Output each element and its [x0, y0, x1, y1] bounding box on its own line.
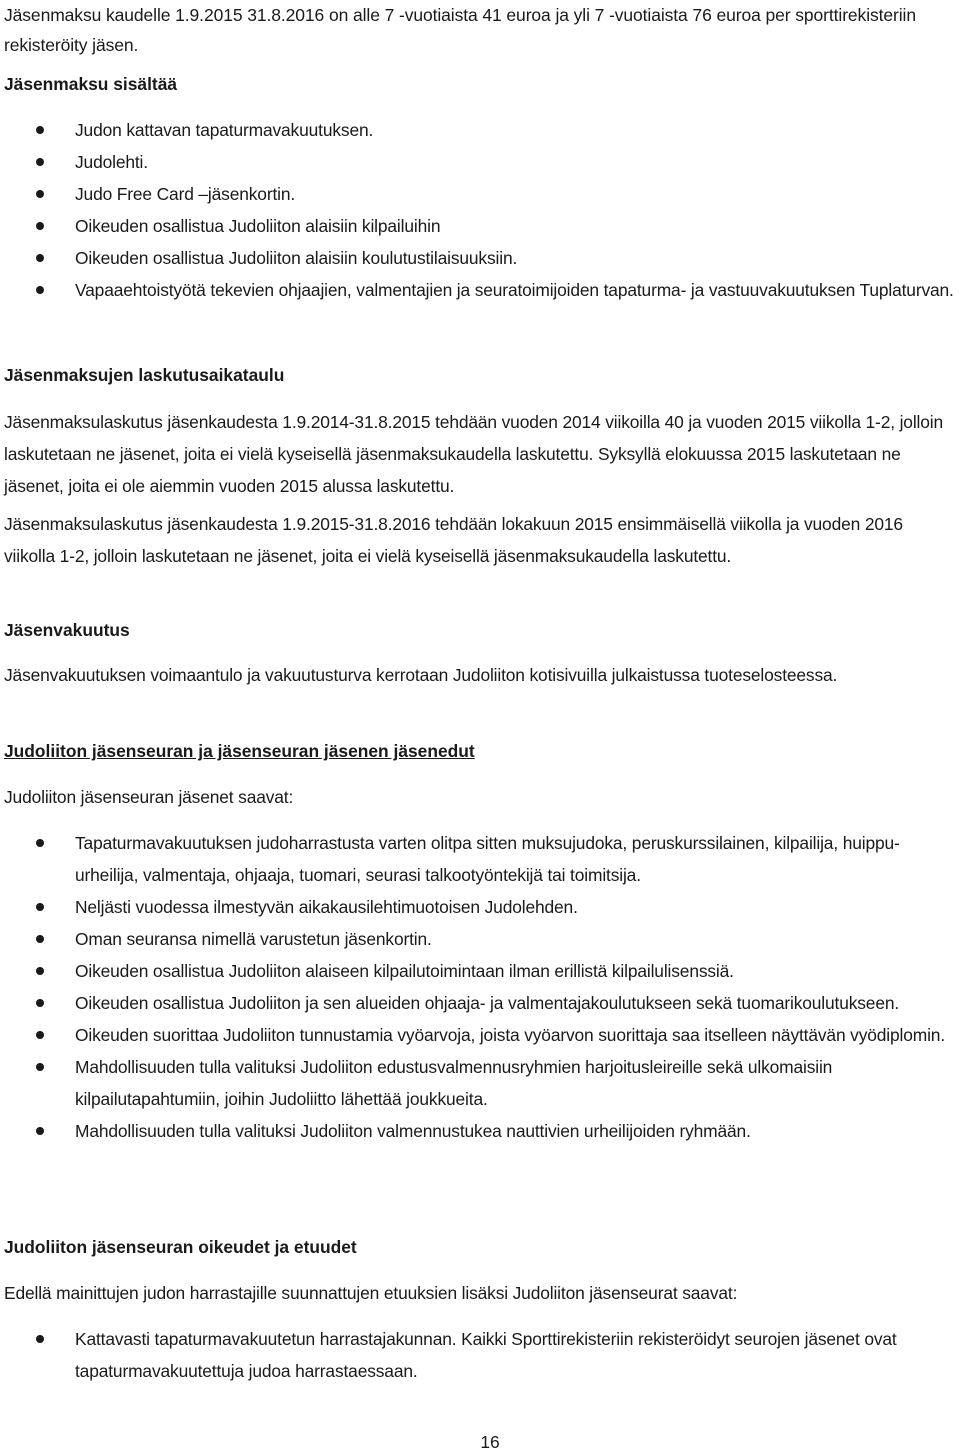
list-item: Oman seuransa nimellä varustetun jäsenkortin. [0, 923, 960, 955]
insurance-paragraph: Jäsenvakuutuksen voimaantulo ja vakuutusturva kerrotaan Judoliiton kotisivuilla julkaistussa tuoteselosteessa. [4, 665, 838, 685]
billing-paragraph-1: Jäsenmaksulaskutus jäsenkaudesta 1.9.2014-31.8.2015 tehdään vuoden 2014 viikoilla 40 ja vuoden 2015 viikolla 1-2, jolloin laskutetaan ne jäsenet, joita ei vielä kyseisellä jäsenmaksukaudella laskutettu. Syksyllä elokuussa 2015 laskutetaan ne jäsenet, joita ei ole aiemmin vuoden 2015 alussa laskutettu. [4, 412, 943, 496]
club-rights-list [0, 1323, 960, 1387]
bullet-icon [36, 254, 44, 262]
heading-member-insurance: Jäsenvakuutus [4, 620, 130, 640]
billing-paragraph-2: Jäsenmaksulaskutus jäsenkaudesta 1.9.2015-31.8.2016 tehdään lokakuun 2015 ensimmäisellä viikolla ja vuoden 2016 viikolla 1-2, jolloin laskutetaan ne jäsenet, joita ei vielä kyseisellä jäsenmaksukaudella laskutettu. [4, 514, 903, 566]
list-item: Judon kattavan tapaturmavakuutuksen. [0, 114, 960, 146]
intro-paragraph: Jäsenmaksu kaudelle 1.9.2015 31.8.2016 on alle 7 -vuotiaista 41 euroa ja yli 7 -vuotiaista 76 euroa per sporttirekisteriin rekisteröity jäsen. [4, 5, 916, 55]
list-item: Mahdollisuuden tulla valituksi Judoliiton edustusvalmennusryhmien harjoitusleireille sekä ulkomaisiin kilpailutapahtumiin, joihin Judoliitto lähettää joukkueita. [0, 1051, 960, 1115]
heading-club-rights: Judoliiton jäsenseuran oikeudet ja etuudet [4, 1237, 357, 1257]
bullet-icon [36, 967, 44, 975]
bullet-icon [36, 222, 44, 230]
member-benefits-list [0, 827, 960, 1147]
bullet-icon [36, 999, 44, 1007]
bullet-icon [36, 1063, 44, 1071]
list-item: Judo Free Card –jäsenkortin. [0, 178, 960, 210]
list-item: Oikeuden osallistua Judoliiton ja sen alueiden ohjaaja- ja valmentajakoulutukseen sekä tuomarikoulutukseen. [0, 987, 960, 1019]
bullet-icon [36, 1127, 44, 1135]
member-benefits-intro: Judoliiton jäsenseuran jäsenet saavat: [4, 787, 294, 807]
heading-member-benefits: Judoliiton jäsenseuran ja jäsenseuran jäsenen jäsenedut [4, 741, 475, 761]
list-item: Vapaaehtoistyötä tekevien ohjaajien, valmentajien ja seuratoimijoiden tapaturma- ja vastuuvakuutuksen Tuplaturvan. [0, 274, 960, 306]
bullet-icon [36, 286, 44, 294]
list-item: Oikeuden osallistua Judoliiton alaisiin koulutustilaisuuksiin. [0, 242, 960, 274]
list-item: Oikeuden osallistua Judoliiton alaisiin kilpailuihin [0, 210, 960, 242]
bullet-icon [36, 935, 44, 943]
bullet-icon [36, 158, 44, 166]
club-rights-intro: Edellä mainittujen judon harrastajille suunnattujen etuuksien lisäksi Judoliiton jäsenseurat saavat: [4, 1283, 738, 1303]
list-item: Oikeuden suorittaa Judoliiton tunnustamia vyöarvoja, joista vyöarvon suorittaja saa itselleen näyttävän vyödiplomin. [0, 1019, 960, 1051]
bullet-icon [36, 1031, 44, 1039]
list-item: Mahdollisuuden tulla valituksi Judoliiton valmennustukea nauttivien urheilijoiden ryhmään. [0, 1115, 960, 1147]
bullet-icon [36, 190, 44, 198]
heading-billing-schedule: Jäsenmaksujen laskutusaikataulu [4, 365, 285, 385]
list-item: Oikeuden osallistua Judoliiton alaiseen kilpailutoimintaan ilman erillistä kilpailulisenssiä. [0, 955, 960, 987]
bullet-icon [36, 903, 44, 911]
list-item: Tapaturmavakuutuksen judoharrastusta varten olitpa sitten muksujudoka, peruskurssilainen, kilpailija, huippu-urheilija, valmentaja, ohjaaja, tuomari, seurasi talkootyöntekijä tai toimitsija. [0, 827, 960, 891]
list-item: Neljästi vuodessa ilmestyvän aikakausilehtimuotoisen Judolehden. [0, 891, 960, 923]
bullet-icon [36, 1335, 44, 1343]
bullet-icon [36, 839, 44, 847]
list-item: Judolehti. [0, 146, 960, 178]
membership-includes-list [0, 114, 960, 306]
heading-membership-includes: Jäsenmaksu sisältää [4, 74, 178, 94]
page-number: 16 [480, 1432, 500, 1452]
list-item: Kattavasti tapaturmavakuutetun harrastajakunnan. Kaikki Sporttirekisteriin rekisteröidyt seurojen jäsenet ovat tapaturmavakuutettuja judoa harrastaessaan. [0, 1323, 960, 1387]
bullet-icon [36, 126, 44, 134]
